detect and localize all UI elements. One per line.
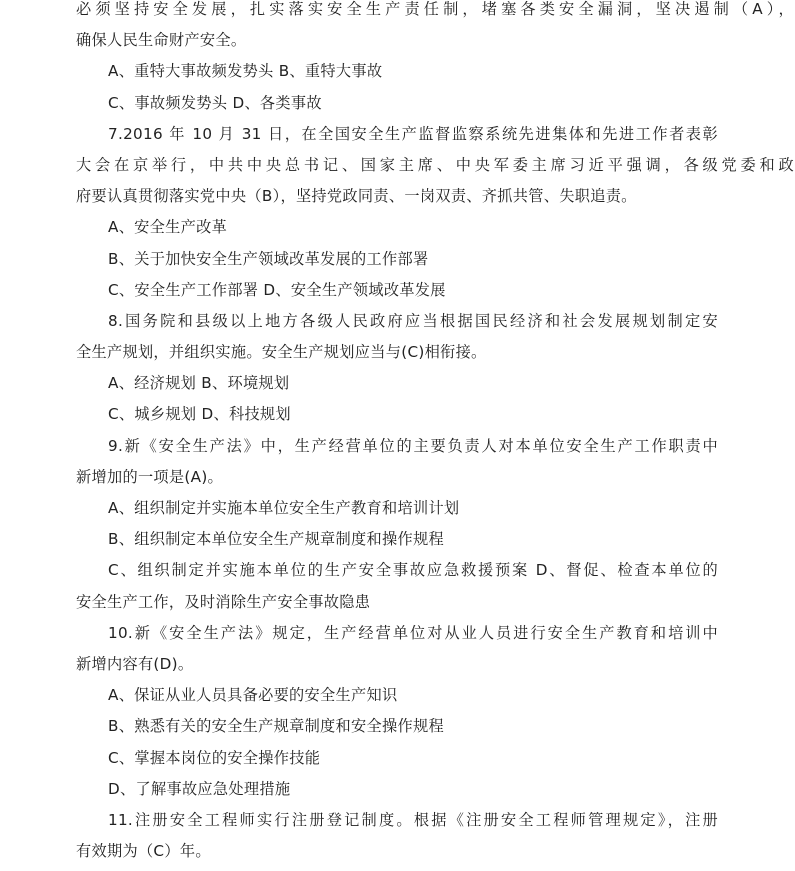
option-line: C、掌握本岗位的安全操作技能	[108, 748, 321, 767]
question-line: 10.新《安全生产法》规定，生产经营单位对从业人员进行安全生产教育和培训中	[108, 623, 718, 642]
text-line: 确保人民生命财产安全。	[76, 31, 247, 50]
option-line: C、安全生产工作部署 D、安全生产领域改革发展	[108, 280, 446, 299]
option-line: A、安全生产改革	[108, 218, 228, 237]
text-line: 必须坚持安全发展，扎实落实安全生产责任制，堵塞各类安全漏洞，坚决遏制（A），	[76, 0, 794, 18]
question-line: 9.新《安全生产法》中，生产经营单位的主要负责人对本单位安全生产工作职责中	[108, 436, 718, 455]
text-line: 有效期为（C）年。	[76, 842, 211, 861]
text-line: 新增内容有(D)。	[76, 654, 194, 673]
option-line: C、事故频发势头 D、各类事故	[108, 93, 322, 112]
option-line: A、经济规划 B、环境规划	[108, 374, 290, 393]
option-line: B、熟悉有关的安全生产规章制度和安全操作规程	[108, 717, 444, 736]
option-line: A、组织制定并实施本单位安全生产教育和培训计划	[108, 499, 460, 517]
option-line: A、保证从业人员具备必要的安全生产知识	[108, 686, 398, 705]
text-line: 新增加的一项是(A)。	[76, 467, 224, 486]
option-line: C、组织制定并实施本单位的生产安全事故应急救援预案 D、督促、检查本单位的	[108, 561, 718, 580]
question-line: 8.国务院和县级以上地方各级人民政府应当根据国民经济和社会发展规划制定安	[108, 311, 718, 330]
text-line: 安全生产工作，及时消除生产安全事故隐患	[76, 592, 371, 611]
option-line: B、关于加快安全生产领域改革发展的工作部署	[108, 249, 429, 268]
question-line: 11.注册安全工程师实行注册登记制度。根据《注册安全工程师管理规定》，注册	[108, 810, 718, 829]
option-line: D、了解事故应急处理措施	[108, 779, 291, 798]
option-line: B、组织制定本单位安全生产规章制度和操作规程	[108, 530, 444, 549]
text-line: 府要认真贯彻落实党中央（B），坚持党政同责、一岗双责、齐抓共管、失职追责。	[76, 187, 637, 206]
text-line: 大会在京举行，中共中央总书记、国家主席、中央军委主席习近平强调，各级党委和政	[76, 155, 794, 174]
option-line: A、重特大事故频发势头 B、重特大事故	[108, 62, 383, 81]
question-line: 7.2016 年 10 月 31 日，在全国安全生产监督监察系统先进集体和先进工作者表彰	[108, 124, 718, 143]
text-line: 全生产规划，并组织实施。安全生产规划应当与(C)相衔接。	[76, 343, 487, 362]
option-line: C、城乡规划 D、科技规划	[108, 405, 291, 424]
